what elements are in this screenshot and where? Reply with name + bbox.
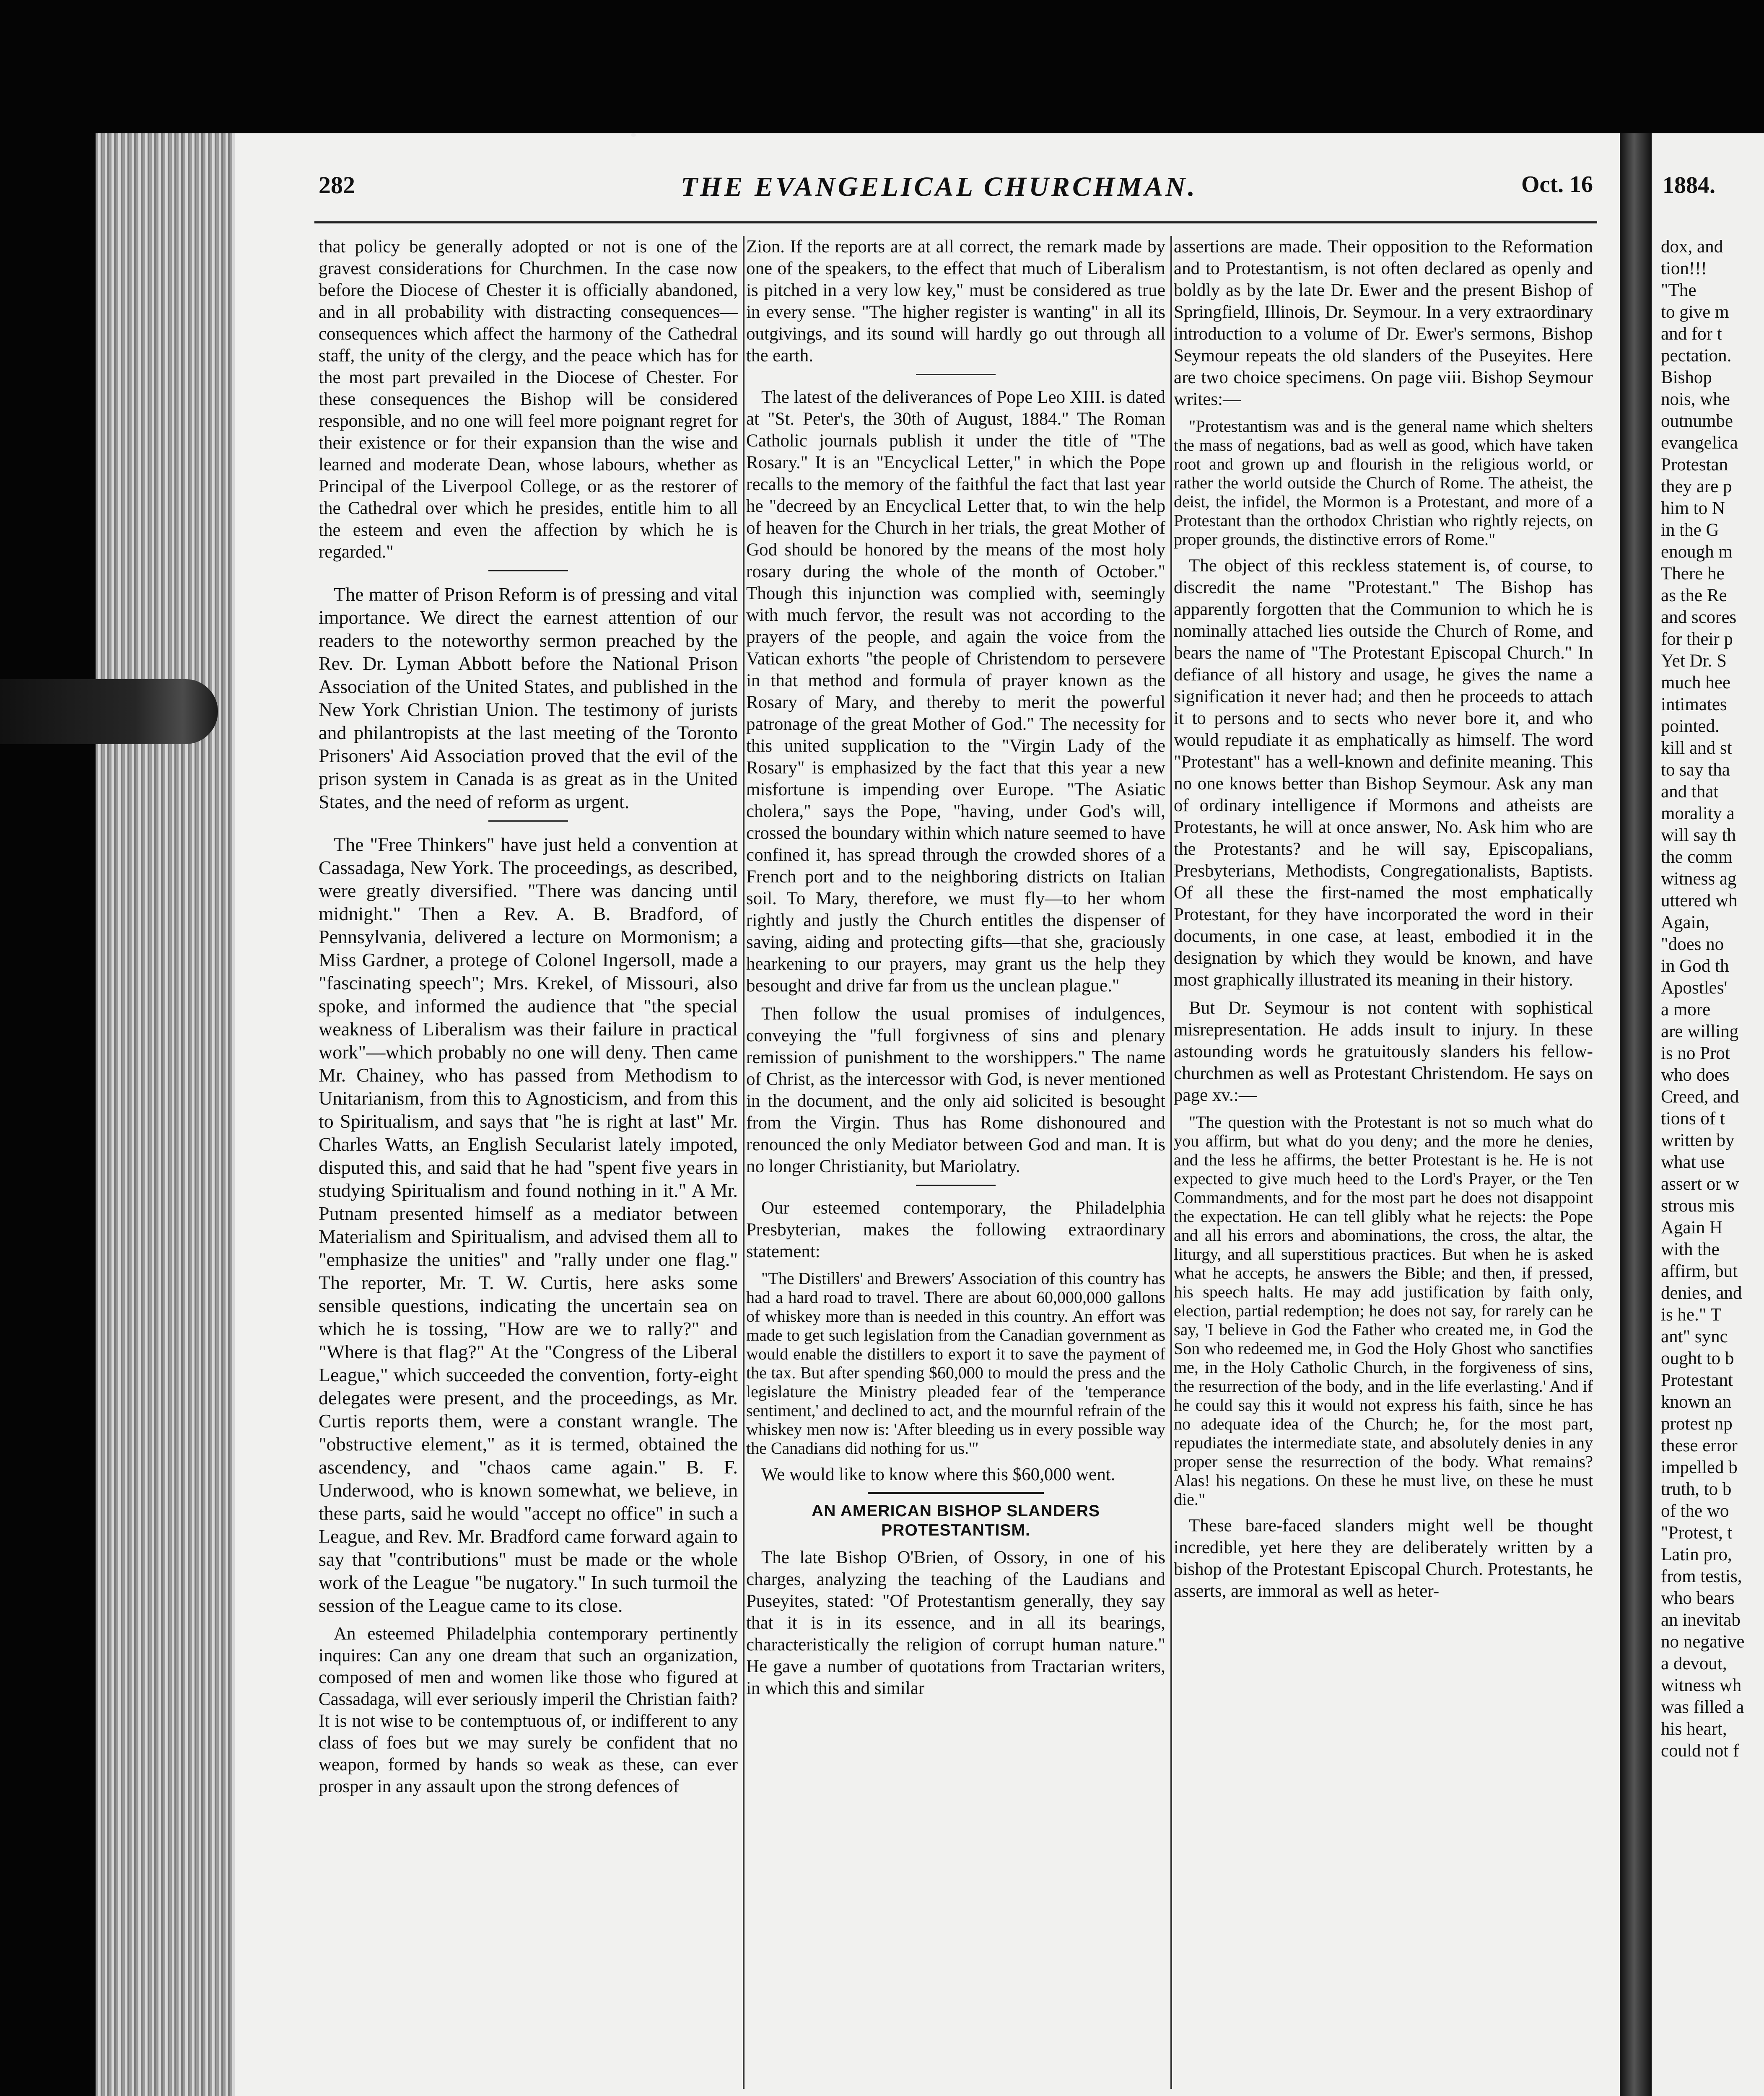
adjacent-page-line: in God th [1661, 956, 1729, 976]
adjacent-page-line: evangelica [1661, 433, 1738, 453]
adjacent-page-line: "does no [1661, 934, 1724, 954]
quoted-paragraph: "Protestantism was and is the general name which shelters the mass of negations, bad as well as good, which have taken root and grown up and flourish in the religious world, or rather the world outside the Church of Rome. The atheist, the deist, the infidel, the Mormon is a Protestant, and more of a Protestant than the orthodox Christian who rightly rejects, on proper grounds, the distinctive errors of Rome." [1174, 417, 1593, 549]
article-paragraph: that policy be generally adopted or not is one of the gravest considerations for Churchmen. In the case now before the Diocese of Chester it is officially abandoned, and in all probability with distracting consequences—consequences which affect the harmony of the Cathedral staff, the unity of the clergy, and the peace which has for the most part prevailed in the Diocese of Chester. For these consequences the Bishop will be considered responsible, and no one will feel more poignant regret for their existence or for their expansion than the wise and learned and moderate Dean, whose labours, whether as Principal of the Liverpool College, or as the restorer of the Cathedral over which he presides, entitle him to all the esteem and even the affection by which he is regarded." [319, 237, 738, 562]
adjacent-page-line: truth, to b [1661, 1479, 1732, 1499]
adjacent-page-line: affirm, but [1661, 1261, 1738, 1281]
adjacent-page-line: for their p [1661, 629, 1733, 649]
adjacent-page-line: much hee [1661, 673, 1730, 693]
adjacent-page-line: uttered wh [1661, 891, 1738, 911]
adjacent-page-line: nois, whe [1661, 389, 1730, 409]
adjacent-page-line: Yet Dr. S [1661, 651, 1727, 671]
adjacent-page-line: no negative [1661, 1632, 1745, 1652]
adjacent-page-line: could not f [1661, 1741, 1739, 1761]
article-heading: AN AMERICAN BISHOP SLANDERS PROTESTANTISM. [812, 1502, 1100, 1539]
adjacent-page-line: a devout, [1661, 1654, 1727, 1673]
issue-date: Oct. 16 [1521, 171, 1593, 197]
adjacent-page-line: Latin pro, [1661, 1545, 1732, 1564]
adjacent-page-line: kill and st [1661, 738, 1732, 758]
article-paragraph: The "Free Thinkers" have just held a convention at Cassadaga, New York. The proceedings, as described, were greatly diversified. "There was dancing until midnight." Then a Rev. A. B. Bradford, of Pennsylvania, delivered a lecture on Mormonism; a Miss Gardner, a protege of Colonel Ingersoll, made a "fascinating speech"; Mrs. Krekel, of Missouri, also spoke, and informed the audience that "the special weakness of Liberalism was their failure in practical work"—which probably no one will deny. Then came Mr. Chainey, who has passed from Methodism to Unitarianism, from this to Agnosticism, and from this to Spiritualism, and says that "he is right at last" Mr. Charles Watts, an English Secularist lately impoted, disputed this, and said that he had "spent five years in studying Spiritualism and found nothing in it." A Mr. Putnam presented himself as a mediator between Materialism and Spiritualism, and advised them all to "emphasize the unities" and "rally under one flag." The reporter, Mr. T. W. Curtis, here asks some sensible questions, indicating the uncertain sea on which he is tossing, "How are we to rally?" and "Where is that flag?" At the "Congress of the Liberal League," which succeeded the convention, forty-eight delegates were present, and the proceedings, as Mr. Curtis reports them, were a constant wrangle. The "obstructive element," as it is termed, obtained the ascendency, and "chaos came again." B. F. Underwood, who is known somewhat, we believe, in these parts, said he would "accept no office" in such a League, and Rev. Mr. Bradford came forward again to say that "contributions" must be made or the whole work of the League "be nugatory." In such turmoil the session of the League came to its close. [319, 834, 738, 1616]
article-paragraph: assertions are made. Their opposition to the Reformation and to Protestantism, is not often declared as openly and boldly as by the late Dr. Ewer and the present Bishop of Springfield, Illinois, Dr. Seymour. In a very extraordinary introduction to a volume of Dr. Ewer's sermons, Bishop Seymour repeats the old slanders of the Puseyites. Here are two choice specimens. On page viii. Bishop Seymour writes:— [1174, 237, 1593, 409]
adjacent-page-fragment [1652, 133, 1764, 2096]
adjacent-page-line: a more [1661, 1000, 1711, 1019]
adjacent-page-line: witness wh [1661, 1676, 1742, 1695]
header-rule [314, 221, 1597, 223]
adjacent-page-line: known an [1661, 1392, 1732, 1412]
adjacent-page-line: him to N [1661, 498, 1725, 518]
adjacent-page-line: to say tha [1661, 760, 1730, 780]
adjacent-page-line: denies, and [1661, 1283, 1742, 1303]
adjacent-page-line: an inevitab [1661, 1610, 1741, 1630]
adjacent-page-line: from testis, [1661, 1567, 1742, 1586]
section-divider [488, 820, 568, 822]
page-header [235, 171, 1643, 221]
adjacent-page-line: Creed, and [1661, 1087, 1739, 1107]
adjacent-page-line: intimates [1661, 695, 1727, 714]
adjacent-page-line: Bishop [1661, 368, 1712, 387]
adjacent-page-line: tions of t [1661, 1109, 1725, 1128]
page-number: 282 [319, 171, 355, 199]
adjacent-page-line: There he [1661, 564, 1725, 584]
section-divider [488, 570, 568, 571]
section-divider [916, 1185, 996, 1186]
scanning-finger-shadow [0, 679, 218, 744]
adjacent-page-line: the comm [1661, 847, 1733, 867]
adjacent-page-line: what use [1661, 1152, 1725, 1172]
adjacent-page-line: written by [1661, 1131, 1735, 1150]
adjacent-page-line: Protestan [1661, 455, 1728, 475]
column-three [1174, 236, 1593, 2096]
adjacent-page-line: they are p [1661, 477, 1732, 496]
adjacent-page-line: assert or w [1661, 1174, 1739, 1194]
adjacent-page-line: "The [1661, 280, 1697, 300]
article-paragraph: An esteemed Philadelphia contemporary pertinently inquires: Can any one dream that such an organization, composed of men and women like those who figured at Cassadaga, will ever seriously imperil the Christian faith? It is not wise to be contemptuous of, or indifferent to any class of foes but we may surely be confident that no weapon, formed by hands so weak as these, can ever prosper in any assault upon the strong defences of [319, 1624, 738, 1796]
article-paragraph: We would like to know where this $60,000 went. [761, 1465, 1115, 1484]
adjacent-page-line: strous mis [1661, 1196, 1735, 1216]
adjacent-page-line: Again H [1661, 1218, 1722, 1237]
adjacent-page-line: morality a [1661, 804, 1735, 823]
adjacent-page-line: protest np [1661, 1414, 1733, 1434]
adjacent-page-line: ought to b [1661, 1349, 1734, 1368]
adjacent-page-line: his heart, [1661, 1719, 1727, 1739]
adjacent-page-line: who does [1661, 1065, 1730, 1085]
column-rule [743, 236, 745, 2089]
article-paragraph: Then follow the usual promises of indulgences, conveying the "full forgivness of sins and plenary remission of punishment to the worshippers." The name of Christ, as the intercessor with God, is never mentioned in the document, and the only aid solicited is besought from the Virgin. Thus has Rome dishonoured and renounced the only Mediator between God and man. It is no longer Christianity, but Mariolatry. [746, 1004, 1165, 1176]
adjacent-page-line: are willing [1661, 1022, 1739, 1041]
adjacent-page-line: with the [1661, 1240, 1720, 1259]
quoted-paragraph: "The question with the Protestant is not so much what do you affirm, but what do you deny; and the more he denies, and the less he affirms, the better Protestant is he. He is not expected to give much heed to the Lord's Prayer, or the Ten Commandments, and for the most part he does not disappoint the expectation. He can tell glibly what he rejects: the Pope and all his errors and abominations, the cross, the altar, the liturgy, and all superstitious practices. But when he is asked what he accepts, he answers the Bible; and then, if pressed, his speech halts. He may add justification by faith only, election, partial redemption; he does not say, for rarely can he say, 'I believe in God the Father who created me, in God the Son who redeemed me, in God the Holy Ghost who sanctifies me, in the Holy Catholic Church, in the forgiveness of sins, the resurrection of the body, and in the life everlasting.' And if he could say this it would not express his faith, since he has no adequate idea of the Church; he, for the most part, repudiates the intermediate state, and absolutely denies in any proper sense the resurrection of the body. What remains? Alas! his negations. On these he must live, on these he must die." [1174, 1113, 1593, 1509]
adjacent-page-line: enough m [1661, 542, 1733, 562]
section-divider [916, 374, 996, 375]
column-one [319, 236, 738, 2096]
adjacent-page-line: dox, and [1661, 237, 1723, 257]
adjacent-page-line: "Protest, t [1661, 1523, 1733, 1543]
column-two [746, 236, 1165, 2096]
adjacent-page-line: and that [1661, 782, 1719, 802]
adjacent-page-line: will say th [1661, 825, 1736, 845]
article-paragraph: The matter of Prison Reform is of pressing and vital importance. We direct the earnest attention of our readers to the noteworthy sermon preached by the Rev. Dr. Lyman Abbott before the National Prison Association of the United States, and published in the New York Christian Union. The testimony of jurists and philantropists at the last meeting of the Toronto Prisoners' Aid Association proved that the evil of the prison system in Canada is as great as in the United States, and the need of reform as urgent. [319, 584, 738, 812]
adjacent-page-line: witness ag [1661, 869, 1737, 889]
paper-speck [631, 133, 636, 137]
article-paragraph: The latest of the deliverances of Pope Leo XIII. is dated at "St. Peter's, the 30th of August, 1884." The Roman Catholic journals publish it under the title of "The Rosary." It is an "Encyclical Letter," in which the Pope recalls to the memory of the faithful the fact that last year he "decreed by an Encyclical Letter that, to win the help of heaven for the Church in her trials, the great Mother of God should be honored by the means of the most holy rosary during the whole of the month of October." Though this injunction was complied with, seemingly with much fervor, the result was not according to the prayers of the people, and again the voice from the Vatican exhorts "the people of Christendom to persevere in that method and formula of prayer known as the Rosary of Mary, and thereby to merit the powerful patronage of the great Mother of God." The necessity for this united supplication to the "Virgin Lady of the Rosary" is emphasized by the fact that this year a new misfortune is impending over Europe. "The Asiatic cholera," says the Pope, "having, under God's will, crossed the boundary within which nature seemed to have confined it, has spread through the crowded shores of a French port and to the neighboring districts on Italian soil. To Mary, therefore, we must fly—to her whom rightly and justly the Church entitles the dispenser of saving, aiding and protecting gifts—that she, graciously hearkening to our prayers, may grant us the help they besought and drive far from us the unclean plague." [746, 387, 1165, 996]
adjacent-page-line: Again, [1661, 913, 1710, 932]
adjacent-page-line: was filled a [1661, 1697, 1744, 1717]
article-paragraph: The object of this reckless statement is, of course, to discredit the name "Protestant." The Bishop has apparently forgotten that the Communion to which he is nominally attached lies outside the Church of Rome, and bears the name of "The Protestant Episcopal Church." In defiance of all history and usage, he gives the name a signification it never had; and then he proceeds to attach it to persons and to sects who never bore it, and who would repudiate it as emphatically as himself. The word "Protestant" has a well-known and definite meaning. This no one knows better than Bishop Seymour. Ask any man of ordinary intelligence if Mormons and atheists are Protestants, he will at once answer, No. Ask him who are the Protestants? and he will say, Episcopalians, Presbyterians, Methodists, Congregationalists, Baptists. Of all these the first-named the most emphatically Protestant, for they have incorporated the word in their documents, in one case, at least, embodied it in the designation by which they would be known, and have most graphically illustrated its meaning in their history. [1174, 556, 1593, 990]
adjacent-page-line: and scores [1661, 607, 1737, 627]
adjacent-page-line: outnumbe [1661, 411, 1733, 431]
adjacent-page-line: of the wo [1661, 1501, 1729, 1521]
article-paragraph: These bare-faced slanders might well be thought incredible, yet here they are deliberately written by a bishop of the Protestant Episcopal Church. Protestants, he asserts, are immoral as well as heter- [1174, 1516, 1593, 1601]
adjacent-page-line: these error [1661, 1436, 1738, 1455]
adjacent-page-line: as the Re [1661, 586, 1727, 605]
adjacent-page-line: tion!!! [1661, 259, 1707, 278]
journal-title: THE EVANGELICAL CHURCHMAN. [680, 171, 1198, 202]
adjacent-page-text [1661, 236, 1764, 1762]
article-paragraph: Our esteemed contemporary, the Philadelphia Presbyterian, makes the following extraordinary statement: [746, 1198, 1165, 1261]
article-paragraph: But Dr. Seymour is not content with sophistical misrepresentation. He adds insult to injury. In these astounding words he gratuitously slanders his fellow-churchmen as well as Protestant Christendom. He says on page xv.:— [1174, 998, 1593, 1105]
adjacent-page-line: to give m [1661, 302, 1729, 322]
adjacent-page-line: Apostles' [1661, 978, 1728, 998]
heading-rule [868, 1492, 1044, 1494]
adjacent-page-line: pointed. [1661, 716, 1720, 736]
adjacent-page-line: is no Prot [1661, 1043, 1730, 1063]
quoted-paragraph: "The Distillers' and Brewers' Association of this country has had a hard road to travel. There are about 60,000,000 gallons of whiskey more than is needed in this country. An effort was made to get such legislation from the Canadian government as would enable the distillers to export it to save the payment of the tax. But after spending $60,000 to mould the press and the legislature the Ministry pleaded fear of the 'temperance sentiment,' and declined to act, and the mournful refrain of the whiskey men now is: 'After bleeding us in every possible way the Canadians did nothing for us.'" [746, 1269, 1165, 1458]
book-binding-gutter [1620, 133, 1652, 2096]
adjacent-page-line: and for t [1661, 324, 1722, 344]
adjacent-page-line: who bears [1661, 1588, 1735, 1608]
newspaper-page [235, 133, 1643, 2096]
adjacent-page-line: Protestant [1661, 1370, 1733, 1390]
article-paragraph: The late Bishop O'Brien, of Ossory, in one of his charges, analyzing the teaching of the Laudians and Puseyites, stated: "Of Protestantism generally, they say that it is in its essence, and in all its bearings, characteristically the religion of corrupt human nature." He gave a number of quotations from Tractarian writers, in which this and similar [746, 1548, 1165, 1698]
adjacent-page-date: 1884. [1663, 172, 1715, 198]
adjacent-page-line: ant" sync [1661, 1327, 1728, 1346]
adjacent-page-line: in the G [1661, 520, 1719, 540]
column-rule [1170, 236, 1172, 2089]
adjacent-page-line: pectation. [1661, 346, 1732, 366]
adjacent-page-line: impelled b [1661, 1458, 1738, 1477]
adjacent-page-line: is he." T [1661, 1305, 1722, 1325]
article-paragraph: Zion. If the reports are at all correct, the remark made by one of the speakers, to the effect that much of Liberalism is pitched in a very low key," must be considered as true in every sense. "The higher register is wanting" in all its outgivings, and its sound will hardly go out through all the earth. [746, 237, 1165, 366]
